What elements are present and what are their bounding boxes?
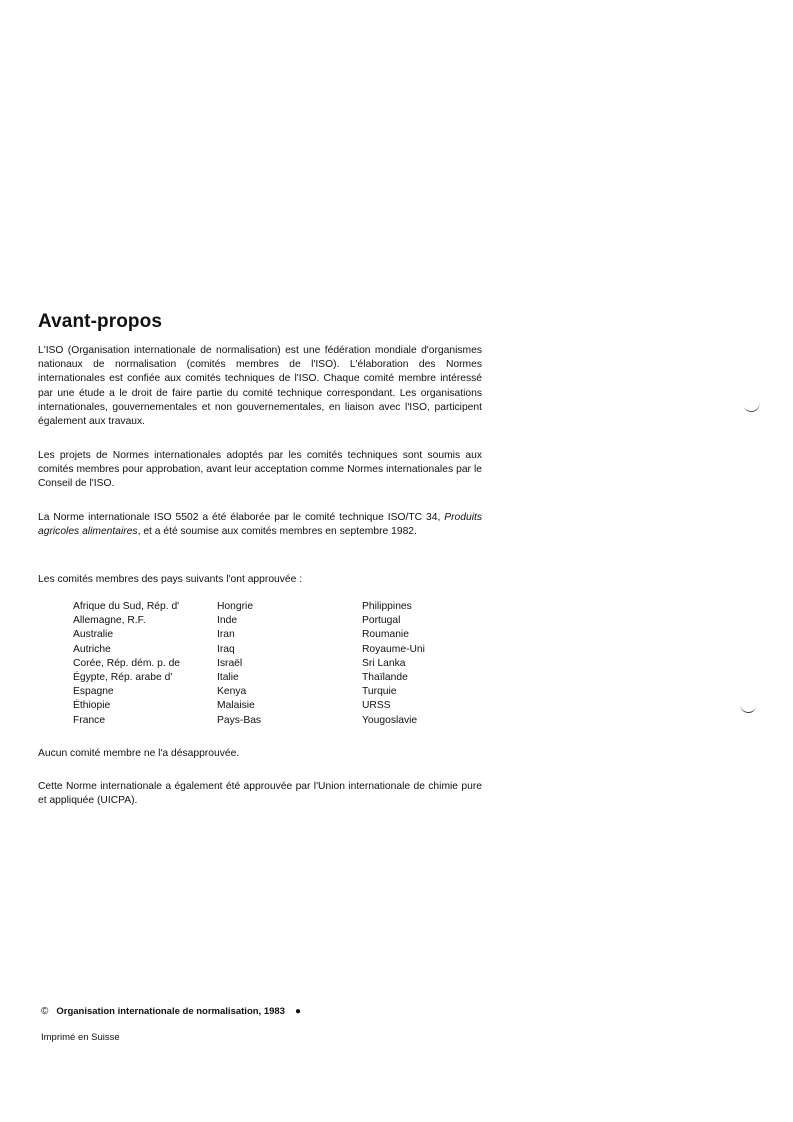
country-item: URSS bbox=[362, 700, 391, 712]
printed-in: Imprimé en Suisse bbox=[41, 1032, 120, 1043]
country-item: Éthiopie bbox=[73, 700, 111, 712]
bullet-icon: ● bbox=[294, 1006, 302, 1017]
country-item: Kenya bbox=[217, 686, 247, 698]
country-item: Inde bbox=[217, 615, 238, 627]
copyright-line bbox=[41, 1006, 301, 1017]
country-item: Philippines bbox=[362, 601, 412, 612]
country-item: Thaïlande bbox=[362, 672, 408, 684]
paragraph-iso-intro: L'ISO (Organisation internationale de normalisation) est une fédération mondiale d'organismes nationaux de normalisation (comités membres de l'ISO). L'élaboration des Normes internationales est confiée aux comités techniques de l'ISO. Chaque comité membre intéressé par une étude a le droit de faire partie du comité technique correspondant. Les organisations internationales, gouvernementales et non gouvernementales, en liaison avec l'ISO, participent également aux travaux. bbox=[38, 345, 482, 428]
country-item: France bbox=[73, 714, 106, 726]
country-column-3 bbox=[362, 600, 502, 728]
country-item: Corée, Rép. dém. p. de bbox=[73, 657, 181, 669]
paragraph-no-disapproval: Aucun comité membre ne l'a désapprouvée. bbox=[38, 748, 240, 759]
scan-mark-icon bbox=[743, 402, 760, 414]
paragraph-standard-origin-text-end: , et a été soumise aux comités membres en septembre 1982. bbox=[137, 526, 417, 538]
country-item: Royaume-Uni bbox=[362, 643, 425, 655]
country-item: Roumanie bbox=[362, 629, 409, 641]
country-item: Allemagne, R.F. bbox=[73, 615, 146, 627]
committee-title: Produits agricoles alimentaires bbox=[38, 512, 482, 538]
country-item: Sri Lanka bbox=[362, 657, 406, 669]
country-item: Hongrie bbox=[217, 601, 254, 612]
country-item: Italie bbox=[217, 672, 239, 684]
country-item: Iran bbox=[217, 629, 235, 641]
country-item: Iraq bbox=[217, 643, 235, 655]
country-item: Turquie bbox=[362, 686, 397, 698]
copyright-icon: © bbox=[41, 1006, 49, 1017]
country-item: Yougoslavie bbox=[362, 714, 418, 726]
country-item: Autriche bbox=[73, 643, 111, 655]
country-item: Pays-Bas bbox=[217, 714, 262, 726]
paragraph-iupac-approval: Cette Norme internationale a également été approuvée par l'Union internationale de chimie pure et appliquée (UICPA). bbox=[38, 781, 482, 807]
copyright-text: Organisation internationale de normalisation, 1983 bbox=[56, 1006, 285, 1017]
country-column-2 bbox=[217, 600, 357, 728]
scan-mark-icon bbox=[740, 703, 757, 714]
country-item: Égypte, Rép. arabe d' bbox=[73, 672, 173, 684]
paragraph-standard-origin bbox=[38, 511, 482, 539]
country-item: Israël bbox=[217, 657, 243, 669]
paragraph-approvals-intro: Les comités membres des pays suivants l'ont approuvée : bbox=[38, 574, 303, 585]
country-item: Australie bbox=[73, 629, 114, 641]
country-item: Espagne bbox=[73, 686, 114, 698]
paragraph-standard-origin-text: La Norme internationale ISO 5502 a été élaborée par le comité technique ISO/TC 34, bbox=[38, 512, 445, 523]
country-item: Malaisie bbox=[217, 700, 255, 712]
country-column-1 bbox=[73, 600, 213, 728]
paragraph-draft-standards: Les projets de Normes internationales adoptés par les comités techniques sont soumis aux comités membres pour approbation, avant leur acceptation comme Normes internationales par le Conseil de l'ISO. bbox=[38, 450, 482, 490]
country-item: Afrique du Sud, Rép. d' bbox=[73, 601, 180, 612]
country-item: Portugal bbox=[362, 615, 401, 627]
page-title: Avant-propos bbox=[38, 311, 162, 332]
